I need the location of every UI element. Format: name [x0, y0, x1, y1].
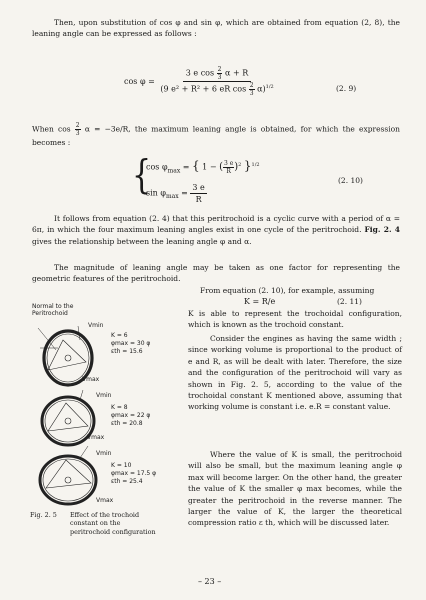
equation-2-11-number: (2. 11)	[337, 297, 362, 306]
panel-1-k-label: K = 6	[111, 332, 128, 339]
paragraph-small-k	[188, 449, 402, 529]
paragraph-intro-text: Then, upon substitution of cos φ and sin φ, which are obtained from equation (2, 8), the leaning angle can be expressed as follows :	[32, 18, 400, 39]
equation-2-9-numerator: 3 e cos $\frac{2}{3}$ α + R	[183, 66, 251, 82]
panel-3-phi-label: φmax = 17.5 φ	[111, 470, 157, 477]
equation-2-10-line1: $\cos \varphi_{max}$ = { 1 − ( $\frac{3 e}{R}$ )$^2$ }$^{1/2}$	[146, 158, 260, 176]
paragraph-cyclic	[32, 213, 400, 247]
equation-2-10-number: (2. 10)	[338, 176, 363, 185]
equation-2-11: K = R/e	[244, 297, 276, 306]
paragraph-magnitude-text: The magnitude of leaning angle may be taken as one factor for representing the geometric features of the peritrochoid.	[32, 263, 400, 284]
panel-1-vmin-label: Vmin	[88, 322, 104, 329]
paragraph-same-width	[188, 333, 402, 413]
paragraph-trochoid-constant	[188, 308, 402, 331]
panel-1-eps-label: εth = 15.6	[111, 348, 143, 355]
panel-2-eps-label: εth = 20.8	[111, 420, 143, 427]
paragraph-trochoid-constant-text: K is able to represent the trochoidal configuration, which is known as the trochoid constant.	[188, 309, 402, 330]
paragraph-cyclic-text-a: It follows from equation (2. 4) that this peritrochoid is a cyclic curve with a period of α = 6π, in which the four maximum leaning angles exist in one cycle of the peritrochoid.	[32, 214, 400, 235]
equation-2-9-lhs: cos φ =	[124, 76, 155, 86]
paragraph-same-width-text: Consider the engines as having the same width ; since working volume is proportional to the product of e and R, as will be dealt with later. Therefore, the size and the configuration of the peritrochoid will vary as shown in Fig. 2. 5, according to the value of the trochoidal constant K mentioned above, assuming that working volume is constant i.e. e.R = constant value.	[188, 334, 402, 412]
equation-2-9-denominator: (9 e² + R² + 6 eR cos $\frac{2}{3}$ α)$^{1/2}$	[160, 82, 274, 98]
equation-2-9-number: (2. 9)	[336, 84, 357, 93]
panel-3-vmax-label: Vmax	[96, 497, 114, 504]
equation-2-9	[124, 66, 277, 97]
panel-2-vmax-label: Vmax	[87, 434, 105, 441]
panel-2-phi-label: φmax = 22 φ	[111, 412, 151, 419]
paragraph-max-angle: When cos $\frac{2}{3}$ α = −3e/R, the maximum leaning angle is obtained, for which the expression becomes :	[32, 122, 400, 147]
panel-3-k-label: K = 10	[111, 462, 132, 469]
panel-3-eps-label: εth = 25.4	[111, 478, 143, 485]
panel-2-vmin-label: Vmin	[96, 392, 112, 399]
figure-2-5-caption-number: Fig. 2. 5	[30, 511, 57, 519]
figure-normal-label	[32, 303, 92, 317]
panel-3-vmin-label: Vmin	[96, 450, 112, 457]
panel-1-vmax-label: Vmax	[82, 376, 100, 383]
panel-1-phi-label: φmax = 30 φ	[111, 340, 151, 347]
equation-2-10-line2: $\sin \varphi_{max}$ = $\frac{3 e}{R}$	[146, 183, 205, 204]
page-number: – 23 –	[198, 577, 222, 586]
fig-2-4-ref: Fig. 2. 4	[364, 225, 400, 235]
paragraph-magnitude	[32, 262, 400, 285]
paragraph-intro	[32, 17, 400, 40]
paragraph-small-k-text: Where the value of K is small, the peritrochoid will also be small, but the maximum leaning angle φ max will become larger. On the other hand, the greater the value of K the smaller φ max becomes, while the greater the peritrochoid in the reverse manner. The larger the value of K, the larger the theoretical compression ratio ε th, which will be discussed later.	[188, 450, 402, 528]
figure-normal-label-text: Normal to the Peritrochoid	[32, 303, 74, 317]
panel-2-k-label: K = 8	[111, 404, 128, 411]
paragraph-from-equation: From equation (2. 10), for example, assuming	[200, 286, 375, 295]
equation-2-10-brace: {	[132, 153, 152, 199]
figure-2-5-caption-text: Effect of the trochoid constant on the peritrochoid configuration	[70, 511, 156, 536]
equation-2-9-fraction	[157, 66, 276, 97]
panel-3-peritrochoid	[40, 446, 96, 504]
paragraph-cyclic-text-c: gives the relationship between the leaning angle φ and α.	[32, 236, 252, 246]
